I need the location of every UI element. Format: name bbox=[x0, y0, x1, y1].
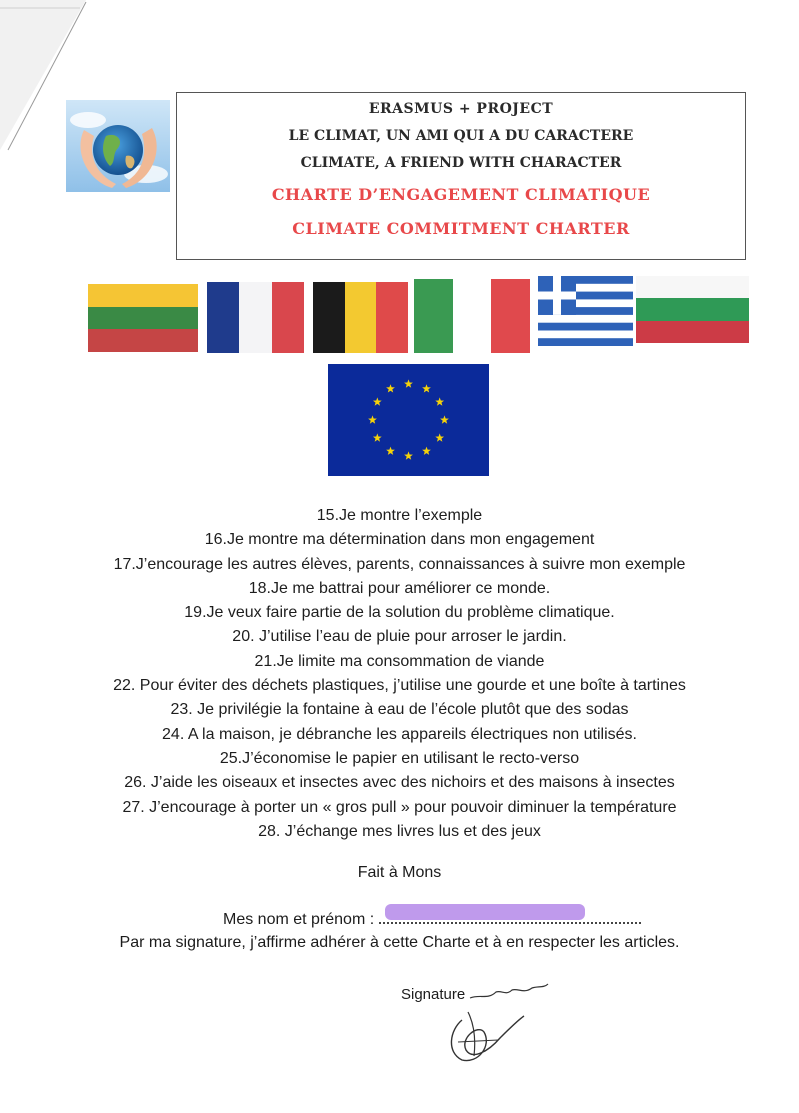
name-redaction bbox=[379, 908, 641, 924]
project-name-en: CLIMATE, A FRIEND WITH CHARACTER bbox=[300, 155, 622, 171]
commitment-item: 26. J’aide les oiseaux et insectes avec des nichoirs et des maisons à insectes bbox=[124, 774, 675, 792]
charter-title-fr: CHARTE D’ENGAGEMENT CLIMATIQUE bbox=[271, 185, 651, 204]
title-box bbox=[176, 92, 746, 260]
italy-flag bbox=[414, 279, 530, 353]
handwritten-signature bbox=[440, 980, 550, 1070]
charter-title-en: CLIMATE COMMITMENT CHARTER bbox=[292, 219, 630, 238]
commitment-item: 20. J’utilise l’eau de pluie pour arroser le jardin. bbox=[232, 628, 567, 646]
commitment-item: 25.J’économise le papier en utilisant le recto-verso bbox=[219, 749, 580, 767]
commitment-item: 27. J’encourage à porter un « gros pull » pour pouvoir diminuer la température bbox=[122, 798, 677, 816]
france-flag bbox=[207, 282, 304, 353]
commitment-item: 22. Pour éviter des déchets plastiques, j’utilise une gourde et une boîte à tartines bbox=[113, 677, 686, 695]
european-union-flag bbox=[328, 364, 489, 476]
project-name-fr: LE CLIMAT, UN AMI QUI A DU CARACTERE bbox=[288, 128, 634, 144]
signature-label: Signature bbox=[401, 986, 466, 1003]
belgium-flag bbox=[313, 282, 408, 353]
commitment-item: 28. J’échange mes livres lus et des jeux bbox=[258, 822, 541, 840]
commitment-item: 21.Je limite ma consommation de viande bbox=[254, 652, 545, 670]
name-field bbox=[223, 908, 641, 929]
bulgaria-flag bbox=[636, 276, 749, 343]
commitment-list bbox=[0, 504, 799, 844]
project-title: ERASMUS + PROJECT bbox=[368, 101, 554, 117]
commitment-item: 18.Je me battrai pour améliorer ce monde. bbox=[248, 579, 551, 597]
place-statement: Fait à Mons bbox=[357, 864, 442, 881]
commitment-item: 24. A la maison, je débranche les appareils électriques non utilisés. bbox=[162, 725, 637, 743]
commitment-item: 19.Je veux faire partie de la solution du problème climatique. bbox=[184, 604, 615, 622]
commitment-item: 16.Je montre ma détermination dans mon engagement bbox=[204, 531, 595, 549]
affirmation-text: Par ma signature, j’affirme adhérer à cette Charte et à en respecter les articles. bbox=[119, 934, 680, 951]
greece-flag bbox=[538, 276, 633, 346]
commitment-item: 17.J’encourage les autres élèves, parents, connaissances à suivre mon exemple bbox=[113, 555, 686, 573]
hands-earth-logo bbox=[66, 100, 170, 192]
lithuania-flag bbox=[88, 284, 198, 352]
name-label: Mes nom et prénom : bbox=[223, 911, 379, 928]
commitment-item: 15.Je montre l’exemple bbox=[316, 507, 483, 524]
commitment-item: 23. Je privilégie la fontaine à eau de l’école plutôt que des sodas bbox=[170, 701, 629, 719]
